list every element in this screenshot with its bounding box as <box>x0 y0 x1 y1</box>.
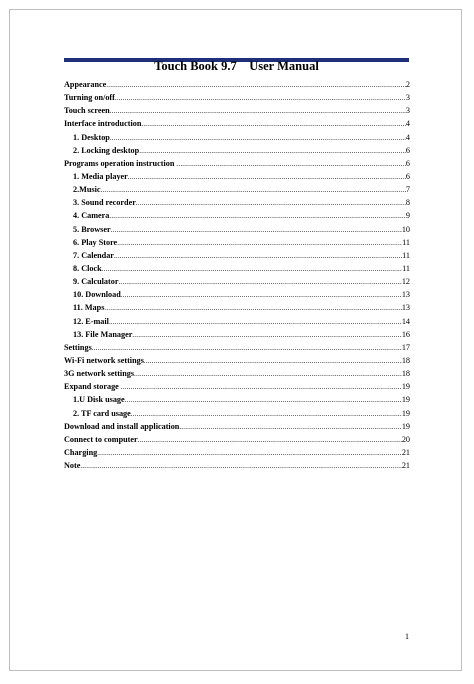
toc-entry-label: 11. Maps <box>73 303 105 313</box>
toc-entry[interactable] <box>64 407 410 420</box>
toc-entry-label: Appearance <box>64 80 107 89</box>
toc-entry[interactable] <box>64 301 410 314</box>
toc-entry-label: Charging <box>64 447 98 457</box>
toc-dot-leader <box>118 276 401 289</box>
toc-entry-label: 9. Calculator <box>73 277 119 287</box>
toc-entry[interactable] <box>64 275 410 288</box>
toc-entry-page: 13 <box>401 290 410 300</box>
toc-dot-leader <box>176 158 405 171</box>
toc-entry-label: 3G network settings <box>64 369 135 379</box>
toc-entry[interactable] <box>64 341 410 354</box>
table-of-contents <box>64 78 410 472</box>
toc-entry-page: 9 <box>405 211 410 221</box>
toc-dot-leader <box>144 355 402 368</box>
toc-entry-label: 13. File Manager <box>73 329 133 339</box>
toc-entry[interactable] <box>64 91 410 104</box>
toc-entry[interactable] <box>64 144 410 157</box>
toc-entry[interactable] <box>64 354 410 367</box>
toc-entry-label: Expand storage <box>64 382 121 392</box>
toc-dot-leader <box>128 171 406 184</box>
toc-dot-leader <box>104 302 401 315</box>
toc-entry-page: 10 <box>401 224 410 234</box>
toc-entry-label: 1. Media player <box>73 171 128 181</box>
toc-entry[interactable] <box>64 249 410 262</box>
toc-entry[interactable] <box>64 223 410 236</box>
toc-entry-label: 2. TF card usage <box>73 408 131 418</box>
toc-entry-label: Note <box>64 461 81 471</box>
toc-entry[interactable] <box>64 367 410 380</box>
toc-entry[interactable] <box>64 131 410 144</box>
toc-dot-leader <box>102 263 402 276</box>
toc-entry[interactable] <box>64 209 410 222</box>
page-number: 1 <box>405 632 409 641</box>
toc-entry-label: 6. Play Store <box>73 237 118 247</box>
toc-entry-page: 19 <box>401 382 410 392</box>
toc-entry[interactable] <box>64 196 410 209</box>
toc-entry[interactable] <box>64 78 410 91</box>
toc-entry-label: Settings <box>64 342 92 352</box>
toc-dot-leader <box>141 118 406 131</box>
toc-entry[interactable] <box>64 170 410 183</box>
toc-entry-page: 16 <box>401 329 410 339</box>
document-title: Touch Book 9.7 User Manual <box>154 59 319 73</box>
toc-entry-label: Wi-Fi network settings <box>64 355 144 365</box>
toc-entry[interactable] <box>64 288 410 301</box>
toc-entry-page: 6 <box>405 158 410 168</box>
toc-entry-label: 12. E-mail <box>73 316 109 326</box>
toc-dot-leader <box>97 447 402 460</box>
toc-dot-leader <box>136 197 406 210</box>
toc-entry-page: 6 <box>405 145 410 155</box>
toc-dot-leader <box>109 210 406 223</box>
toc-entry-page: 18 <box>401 369 410 379</box>
toc-dot-leader <box>139 145 406 158</box>
toc-dot-leader <box>179 421 401 434</box>
toc-entry-label: 1. Desktop <box>73 132 110 142</box>
toc-entry[interactable] <box>64 183 410 196</box>
toc-entry[interactable] <box>64 315 410 328</box>
toc-entry[interactable] <box>64 393 410 406</box>
toc-dot-leader <box>121 289 402 302</box>
toc-entry-page: 11 <box>402 250 410 260</box>
toc-entry-page: 20 <box>401 434 410 444</box>
toc-entry-page: 21 <box>401 461 410 471</box>
toc-dot-leader <box>114 250 402 263</box>
toc-dot-leader <box>80 460 401 473</box>
toc-entry-label: Touch screen <box>64 106 110 116</box>
toc-entry[interactable] <box>64 236 410 249</box>
toc-entry-page: 21 <box>401 447 410 457</box>
toc-entry-page: 6 <box>405 171 410 181</box>
toc-entry-page: 18 <box>401 355 410 365</box>
toc-entry-label: 3. Sound recorder <box>73 198 136 208</box>
toc-entry-page: 3 <box>405 93 410 103</box>
toc-entry[interactable] <box>64 446 410 459</box>
toc-dot-leader <box>134 368 402 381</box>
toc-entry-label: 2. Locking desktop <box>73 145 140 155</box>
toc-entry-page: 14 <box>401 316 410 326</box>
toc-entry-page: 19 <box>401 395 410 405</box>
toc-entry-label: 2.Music <box>73 185 101 195</box>
toc-entry-label: 8. Clock <box>73 263 102 273</box>
toc-dot-leader <box>109 316 402 329</box>
toc-dot-leader <box>132 329 401 342</box>
toc-dot-leader <box>121 381 402 394</box>
toc-dot-leader <box>101 184 406 197</box>
toc-entry-label: 5. Browser <box>73 224 111 234</box>
toc-dot-leader <box>106 79 406 92</box>
toc-entry[interactable] <box>64 380 410 393</box>
toc-dot-leader <box>117 237 402 250</box>
toc-entry-page: 19 <box>401 408 410 418</box>
toc-entry-label: 1.U Disk usage <box>73 395 125 405</box>
toc-entry-page: 17 <box>401 342 410 352</box>
toc-entry[interactable] <box>64 117 410 130</box>
toc-entry[interactable] <box>64 420 410 433</box>
toc-entry-label: 10. Download <box>73 290 121 300</box>
toc-entry-page: 12 <box>401 277 410 287</box>
toc-entry[interactable] <box>64 459 410 472</box>
toc-entry-page: 2 <box>405 80 410 89</box>
toc-dot-leader <box>110 105 406 118</box>
toc-dot-leader <box>138 434 402 447</box>
toc-entry-label: Connect to computer <box>64 434 138 444</box>
toc-entry-label: Turning on/off <box>64 93 115 103</box>
toc-entry-page: 3 <box>405 106 410 116</box>
toc-entry-page: 11 <box>402 237 410 247</box>
toc-entry[interactable] <box>64 328 410 341</box>
toc-entry[interactable] <box>64 433 410 446</box>
toc-entry-page: 11 <box>402 263 410 273</box>
toc-entry-page: 4 <box>405 119 410 129</box>
toc-entry-label: 7. Calendar <box>73 250 114 260</box>
toc-dot-leader <box>125 394 402 407</box>
toc-entry-label: Interface introduction <box>64 119 142 129</box>
toc-entry-label: Programs operation instruction <box>64 158 177 168</box>
toc-entry-label: 4. Camera <box>73 211 110 221</box>
toc-entry[interactable] <box>64 262 410 275</box>
toc-entry-page: 13 <box>401 303 410 313</box>
toc-dot-leader <box>111 224 402 237</box>
toc-entry-page: 19 <box>401 421 410 431</box>
toc-dot-leader <box>110 132 406 145</box>
toc-entry-label: Download and install application <box>64 421 180 431</box>
toc-entry-page: 4 <box>405 132 410 142</box>
toc-entry[interactable] <box>64 104 410 117</box>
toc-entry-page: 7 <box>405 185 410 195</box>
toc-entry-page: 8 <box>405 198 410 208</box>
toc-entry[interactable] <box>64 157 410 170</box>
toc-dot-leader <box>115 92 406 105</box>
